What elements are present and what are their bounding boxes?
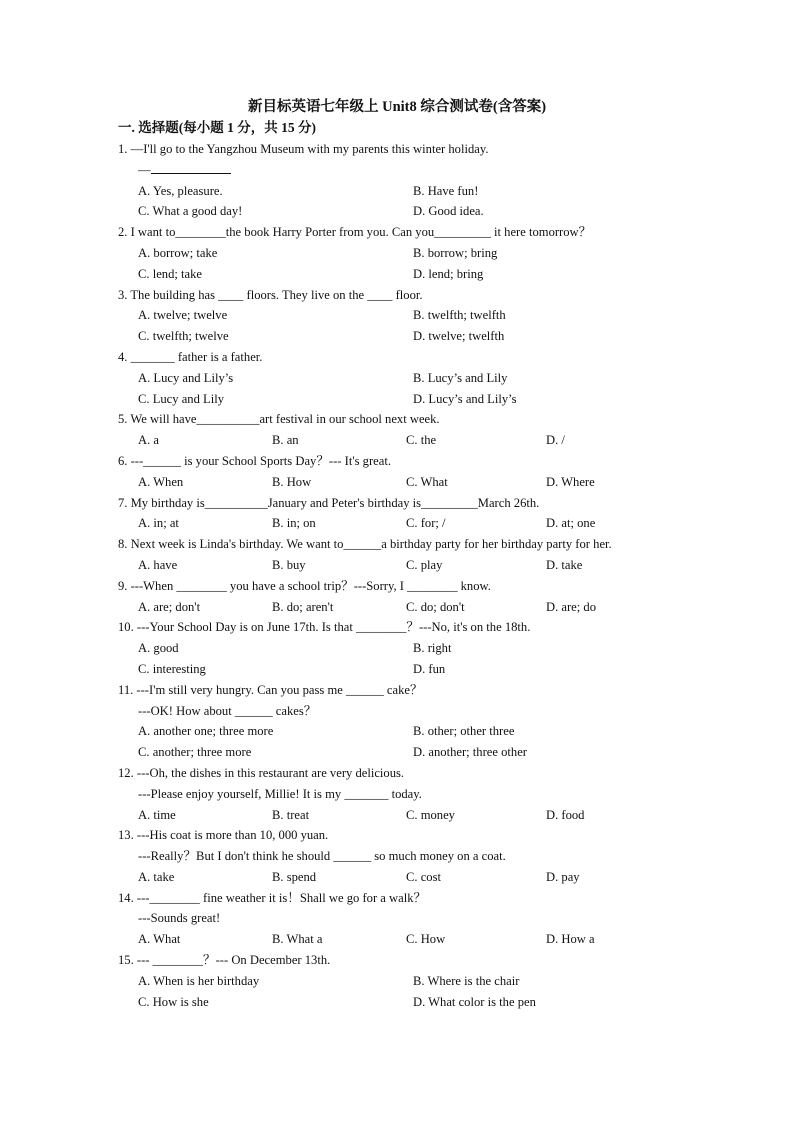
option-a[interactable]: A. time — [138, 807, 176, 822]
option-c[interactable]: C. lend; take — [138, 266, 203, 281]
options-row — [118, 305, 698, 326]
question-line — [118, 784, 698, 805]
option-c[interactable]: C. another; three more — [138, 745, 252, 760]
option-c[interactable]: C. twelfth; twelve — [138, 329, 229, 344]
question-3 — [118, 285, 698, 347]
question-4 — [118, 347, 698, 409]
question-text: 8. Next week is Linda's birthday. We want to______a birthday party for her birthday party for her. — [118, 537, 612, 552]
options-row — [118, 472, 698, 493]
question-text: 9. ---When ________ you have a school trip？---Sorry, I ________ know. — [118, 578, 491, 593]
question-stem — [118, 451, 698, 472]
question-13 — [118, 825, 698, 887]
question-text: ---Really？But I don't think he should ______ so much money on a coat. — [138, 849, 506, 864]
question-2 — [118, 222, 698, 284]
option-a[interactable]: A. good — [138, 641, 179, 656]
option-a[interactable]: A. have — [138, 557, 178, 572]
options-row — [118, 805, 698, 826]
question-line — [118, 701, 698, 722]
option-d[interactable]: D. twelve; twelfth — [413, 329, 505, 344]
question-text: 4. _______ father is a father. — [118, 349, 263, 364]
options-row — [118, 368, 698, 389]
options-row — [118, 971, 698, 992]
options-row — [118, 992, 698, 1013]
option-d[interactable]: D. are; do — [546, 599, 597, 614]
option-b[interactable]: B. Have fun! — [413, 183, 479, 198]
options-row — [118, 243, 698, 264]
question-8 — [118, 534, 698, 576]
options-row — [118, 181, 698, 202]
question-text: 14. ---________ fine weather it is！Shall we go for a walk？ — [118, 890, 427, 905]
question-stem — [118, 825, 698, 846]
section-heading: 一. 选择题(每小题 1 分，共 15 分) — [118, 120, 316, 135]
question-line — [118, 908, 698, 929]
option-d[interactable]: D. at; one — [546, 516, 596, 531]
option-d[interactable]: D. lend; bring — [413, 266, 484, 281]
option-a[interactable]: A. a — [138, 433, 159, 448]
option-b[interactable]: B. buy — [272, 557, 306, 572]
question-stem — [118, 347, 698, 368]
options-row — [118, 638, 698, 659]
option-d[interactable]: D. fun — [413, 661, 446, 676]
question-stem — [118, 139, 698, 160]
option-b[interactable]: B. twelfth; twelfth — [413, 308, 506, 323]
option-c[interactable]: C. What — [406, 474, 448, 489]
question-text: 11. ---I'm still very hungry. Can you pass me ______ cake？ — [118, 682, 423, 697]
question-stem — [118, 763, 698, 784]
option-c[interactable]: C. Lucy and Lily — [138, 391, 225, 406]
option-c[interactable]: C. play — [406, 557, 443, 572]
option-a[interactable]: A. Lucy and Lily’s — [138, 370, 234, 385]
question-text: 15. --- ________？--- On December 13th. — [118, 953, 331, 968]
options-row — [118, 597, 698, 618]
option-b[interactable]: B. treat — [272, 807, 310, 822]
option-d[interactable]: D. pay — [546, 869, 580, 884]
option-c[interactable]: C. What a good day! — [138, 204, 243, 219]
question-stem — [118, 409, 698, 430]
option-b[interactable]: B. right — [413, 641, 452, 656]
question-text: 6. ---______ is your School Sports Day？--- It's great. — [118, 453, 391, 468]
option-a[interactable]: A. another one; three more — [138, 724, 274, 739]
options-row — [118, 201, 698, 222]
option-c[interactable]: C. money — [406, 807, 455, 822]
option-b[interactable]: B. Where is the chair — [413, 973, 520, 988]
question-12 — [118, 763, 698, 825]
question-9 — [118, 576, 698, 618]
document-title: 新目标英语七年级上 Unit8 综合测试卷(含答案) — [247, 99, 547, 115]
options-row — [118, 513, 698, 534]
option-c[interactable]: C. do; don't — [406, 599, 465, 614]
option-b[interactable]: B. do; aren't — [272, 599, 334, 614]
option-d[interactable]: D. Where — [546, 474, 595, 489]
option-d[interactable]: D. Lucy’s and Lily’s — [413, 391, 517, 406]
question-text: ---OK! How about ______ cakes？ — [138, 703, 317, 718]
option-d[interactable]: D. Good idea. — [413, 204, 484, 219]
question-stem — [118, 285, 698, 306]
question-stem — [118, 576, 698, 597]
options-row — [118, 264, 698, 285]
option-a[interactable]: A. When is her birthday — [138, 973, 260, 988]
question-stem — [118, 680, 698, 701]
option-a[interactable]: A. are; don't — [138, 599, 201, 614]
option-b[interactable]: B. an — [272, 433, 299, 448]
option-c[interactable]: C. for; / — [406, 516, 446, 531]
option-c[interactable]: C. How — [406, 932, 446, 947]
option-a[interactable]: A. twelve; twelve — [138, 308, 228, 323]
question-stem — [118, 888, 698, 909]
option-a[interactable]: A. What — [138, 932, 181, 947]
question-line — [118, 160, 698, 181]
options-row — [118, 326, 698, 347]
option-c[interactable]: C. How is she — [138, 994, 209, 1009]
options-row — [118, 742, 698, 763]
option-b[interactable]: B. in; on — [272, 516, 316, 531]
option-b[interactable]: B. spend — [272, 869, 317, 884]
question-text: 3. The building has ____ floors. They live on the ____ floor. — [118, 287, 423, 302]
question-stem — [118, 534, 698, 555]
question-11 — [118, 680, 698, 763]
option-d[interactable]: D. / — [546, 433, 565, 448]
option-b[interactable]: B. How — [272, 474, 312, 489]
option-a[interactable]: A. take — [138, 869, 175, 884]
option-a[interactable]: A. Yes, pleasure. — [138, 183, 223, 198]
option-d[interactable]: D. another; three other — [413, 745, 527, 760]
question-text: 7. My birthday is__________January and Peter's birthday is_________March 26th. — [118, 495, 540, 510]
option-b[interactable]: B. Lucy’s and Lily — [413, 370, 508, 385]
question-text: ---Please enjoy yourself, Millie! It is my _______ today. — [138, 786, 422, 801]
question-text: 5. We will have__________art festival in our school next week. — [118, 412, 440, 427]
option-d[interactable]: D. take — [546, 557, 583, 572]
option-a[interactable]: A. When — [138, 474, 184, 489]
question-line — [118, 846, 698, 867]
question-6 — [118, 451, 698, 493]
option-c[interactable]: C. cost — [406, 869, 441, 884]
question-stem — [118, 617, 698, 638]
options-row — [118, 555, 698, 576]
options-row — [118, 721, 698, 742]
option-c[interactable]: C. the — [406, 433, 437, 448]
question-10 — [118, 617, 698, 679]
question-list — [118, 139, 698, 1012]
question-stem — [118, 222, 698, 243]
option-b[interactable]: B. borrow; bring — [413, 245, 498, 260]
options-row — [118, 389, 698, 410]
question-text: 13. ---His coat is more than 10, 000 yuan. — [118, 828, 329, 843]
option-c[interactable]: C. interesting — [138, 661, 206, 676]
question-15 — [118, 950, 698, 1012]
question-stem — [118, 493, 698, 514]
option-b[interactable]: B. other; other three — [413, 724, 515, 739]
options-row — [118, 929, 698, 950]
option-d[interactable]: D. How a — [546, 932, 595, 947]
question-5 — [118, 409, 698, 451]
question-text: 12. ---Oh, the dishes in this restaurant are very delicious. — [118, 765, 405, 780]
question-7 — [118, 493, 698, 535]
question-text: 1. —I'll go to the Yangzhou Museum with my parents this winter holiday. — [118, 142, 489, 156]
question-text: 10. ---Your School Day is on June 17th. Is that ________？---No, it's on the 18th. — [118, 620, 531, 635]
question-text: — — [138, 162, 151, 177]
question-stem — [118, 950, 698, 971]
options-row — [118, 430, 698, 451]
option-d[interactable]: D. food — [546, 807, 585, 822]
options-row — [118, 867, 698, 888]
option-a[interactable]: A. in; at — [138, 516, 179, 531]
answer-blank — [151, 161, 231, 174]
question-text: ---Sounds great! — [138, 911, 221, 926]
question-text: 2. I want to________the book Harry Porter from you. Can you_________ it here tomorrow？ — [118, 225, 592, 240]
question-1 — [118, 139, 698, 222]
option-a[interactable]: A. borrow; take — [138, 245, 218, 260]
question-14 — [118, 888, 698, 950]
option-b[interactable]: B. What a — [272, 932, 323, 947]
option-d[interactable]: D. What color is the pen — [413, 994, 536, 1009]
options-row — [118, 659, 698, 680]
